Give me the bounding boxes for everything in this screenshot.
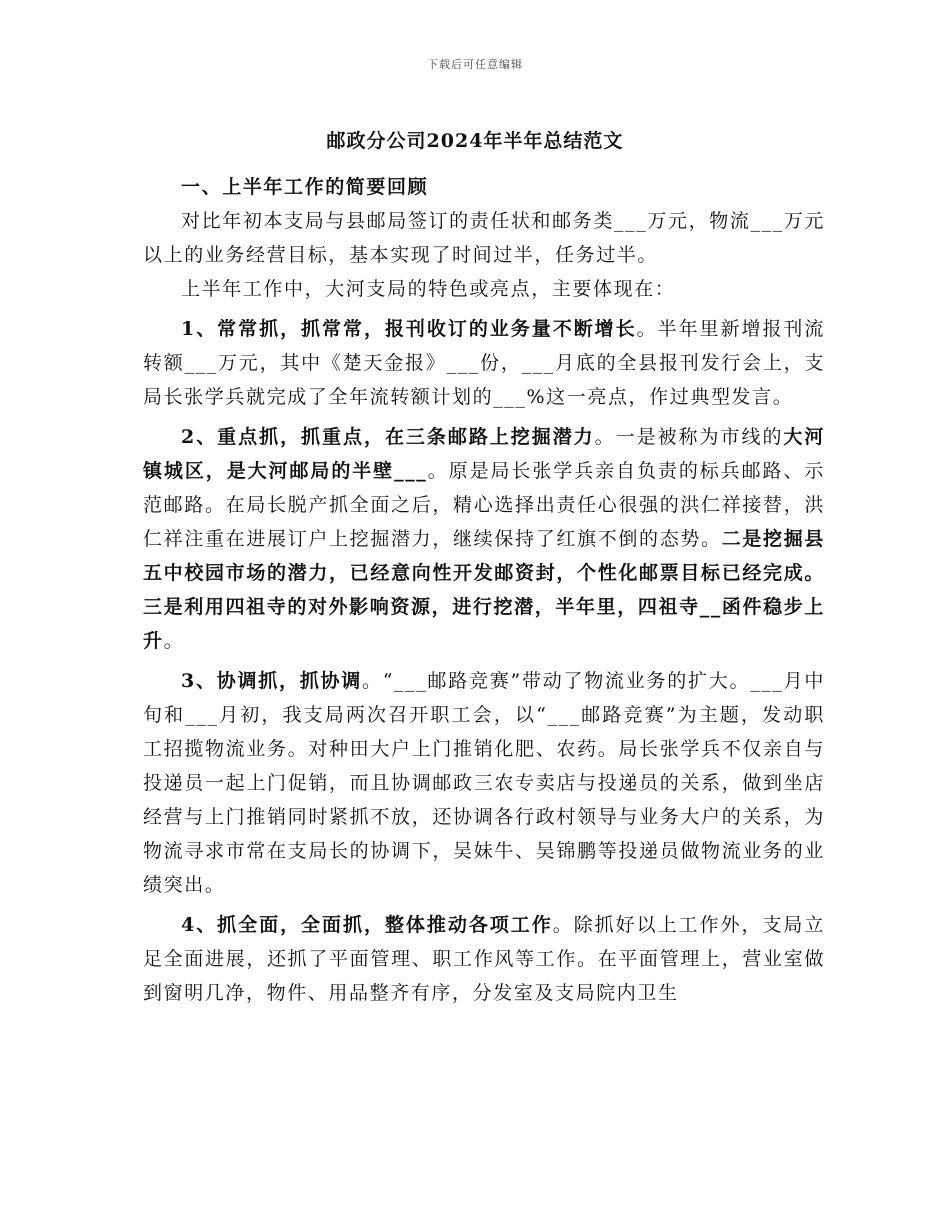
item-3-text: 。“___邮路竞赛”带动了物流业务的扩大。___月中旬和___月初，我支局两次召开职工会，以“___邮路竞赛”为主题，发动职工招揽物流业务。对种田大户上门推销化肥、农药。局长张学兵不仅亲自与投递员一起上门促销，而且协调邮政三农专卖店与投递员的关系，做到坐店经营与上门推销同时紧抓不放，还协调各行政村领导与业务大户的关系，为物流寻求市常在支局长的协调下，吴妹牛、吴锦鹏等投递员做物流业务的业绩突出。: [143, 670, 825, 896]
paragraph-highlights-intro: 上半年工作中，大河支局的特色或亮点，主要体现在：: [181, 278, 676, 300]
item-1-text: 。半年里新增报刊流转额___万元，其中《楚天金报》___份，___月底的全县报刊发行会上，支局长张学兵就完成了全年流转额计划的___%这一亮点，作过典型发言。: [143, 318, 826, 408]
section-heading: 一、上半年工作的简要回顾: [181, 176, 429, 198]
paragraph-item-3: [143, 664, 825, 902]
item-2-text-a: 。一是被称为市线的: [594, 426, 784, 448]
paragraph-item-1: [143, 312, 825, 414]
paragraph-item-2: [143, 420, 825, 658]
item-1-heading: 1、常常抓，抓常常，报刊收订的业务量不断增长: [181, 318, 637, 340]
item-4-text: 。除抓好以上工作外，支局立足全面进展，还抓了平面管理、职工作风等工作。在平面管理上，营业室做到窗明几净，物件、用品整齐有序，分发室及支局院内卫生: [143, 914, 825, 1004]
item-4-heading: 4、抓全面，全面抓，整体推动各项工作: [181, 914, 553, 936]
paragraph-targets: 对比年初本支局与县邮局签订的责任状和邮务类___万元，物流___万元以上的业务经营目标，基本实现了时间过半，任务过半。: [143, 210, 825, 266]
paragraph-item-4: [143, 908, 825, 1010]
item-2-text-b: 。原是局长张学兵亲自负责的标兵邮路、示范邮路。在局长脱产抓全面之后，精心选择出责任心很强的洪仁祥接替，洪仁祥注重在进展订户上挖掘潜力，继续保持了红旗不倒的态势。: [143, 460, 825, 550]
page-header-note: 下载后可任意编辑: [427, 58, 523, 71]
document-body: [143, 170, 825, 1010]
document-title: 邮政分公司2024年半年总结范文: [326, 130, 624, 152]
item-2-heading: 2、重点抓，抓重点，在三条邮路上挖掘潜力: [181, 426, 595, 448]
item-3-heading: 3、协调抓，抓协调: [181, 670, 362, 692]
item-2-text-c: 。: [163, 630, 185, 652]
item-2-bold-b: 大河镇城区，是大河邮局的半壁___: [143, 426, 825, 482]
item-2-bold-c: 二是挖掘县五中校园市场的潜力，已经意向性开发邮资封，个性化邮票目标已经完成。三是利用四祖寺的对外影响资源，进行挖潜，半年里，四祖寺__函件稳步上升: [143, 528, 825, 652]
